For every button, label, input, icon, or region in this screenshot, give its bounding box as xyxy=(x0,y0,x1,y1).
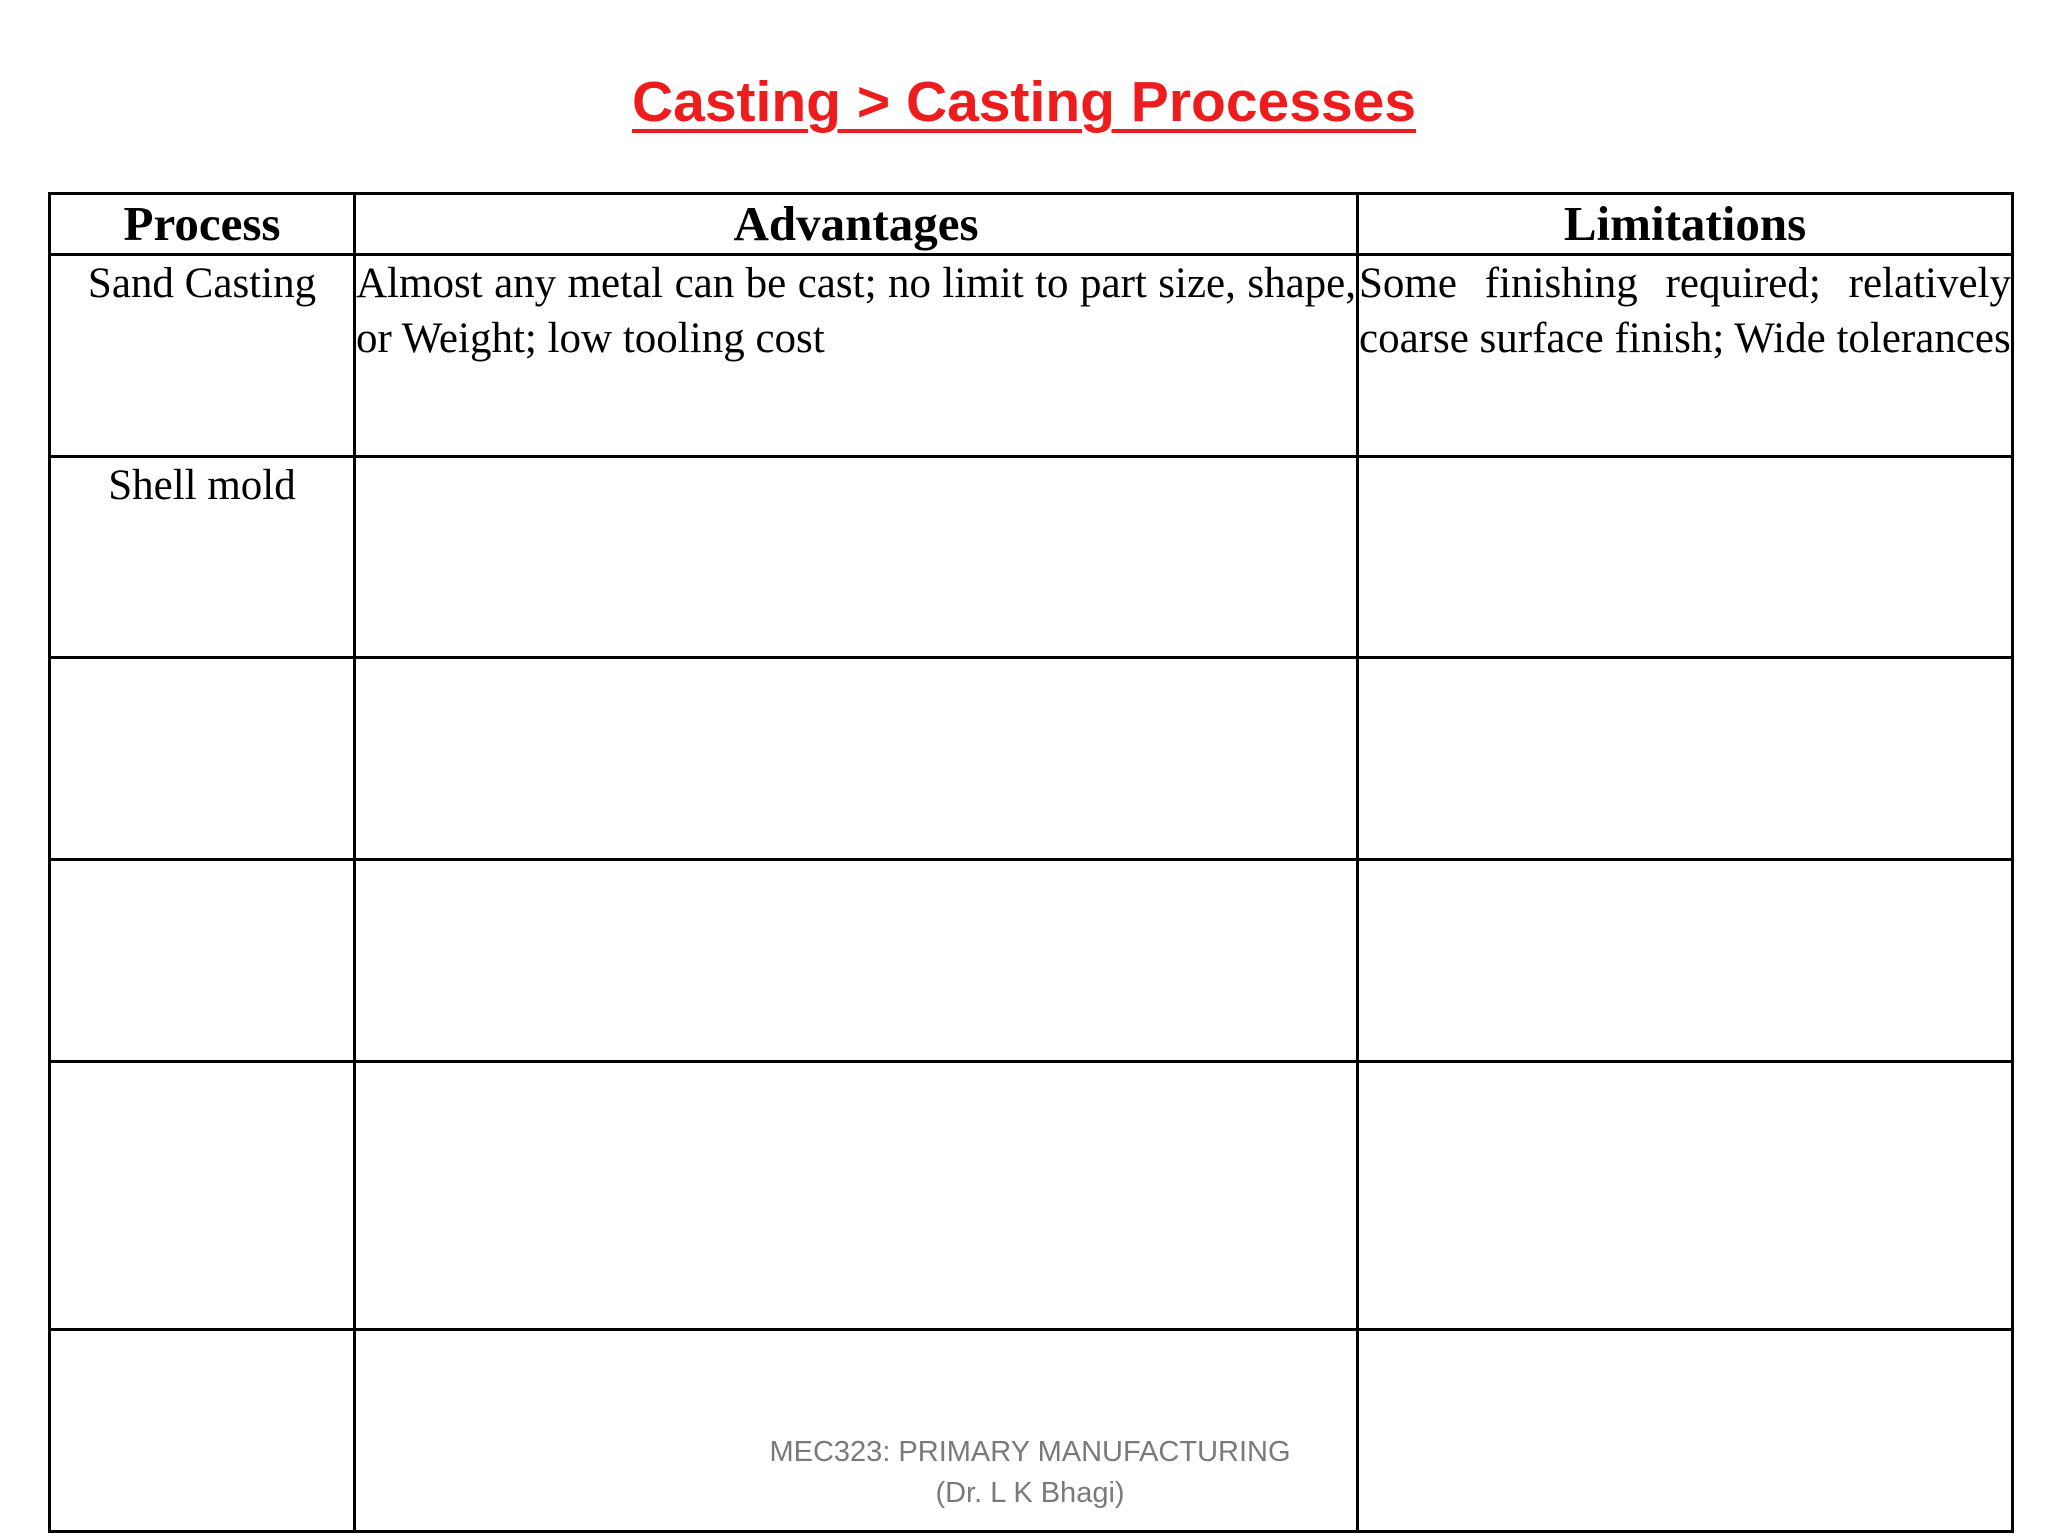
table-row xyxy=(50,658,2013,860)
table-header-row xyxy=(50,194,2013,255)
process-cell xyxy=(50,1330,355,1532)
table-row xyxy=(50,255,2013,457)
header-advantages: Advantages xyxy=(355,194,1358,255)
limitations-cell xyxy=(1358,859,2013,1061)
slide-title: Casting > Casting Processes xyxy=(631,70,1417,134)
advantages-cell: Almost any metal can be cast; no limit to part size, shape, or Weight; low tooling cost xyxy=(355,255,1358,457)
process-cell xyxy=(50,1061,355,1330)
table-row xyxy=(50,859,2013,1061)
limitations-cell xyxy=(1358,658,2013,860)
limitations-cell: Some finishing required; relatively coarse surface finish; Wide tolerances xyxy=(1358,255,2013,457)
header-process: Process xyxy=(50,194,355,255)
header-limitations: Limitations xyxy=(1358,194,2013,255)
advantages-cell xyxy=(355,859,1358,1061)
footer-course: MEC323: PRIMARY MANUFACTURING xyxy=(769,1436,1291,1468)
table-row xyxy=(50,1061,2013,1330)
process-cell xyxy=(50,859,355,1061)
process-cell: Sand Casting xyxy=(50,255,355,457)
advantages-cell xyxy=(355,1061,1358,1330)
process-cell xyxy=(50,658,355,860)
casting-processes-table xyxy=(48,192,2014,1533)
process-cell: Shell mold xyxy=(50,456,355,658)
limitations-cell xyxy=(1358,456,2013,658)
limitations-cell xyxy=(1358,1330,2013,1532)
footer-author: (Dr. L K Bhagi) xyxy=(935,1477,1125,1509)
table-row xyxy=(50,456,2013,658)
limitations-cell xyxy=(1358,1061,2013,1330)
advantages-cell xyxy=(355,456,1358,658)
advantages-cell xyxy=(355,658,1358,860)
slide-footer xyxy=(700,1432,1360,1514)
